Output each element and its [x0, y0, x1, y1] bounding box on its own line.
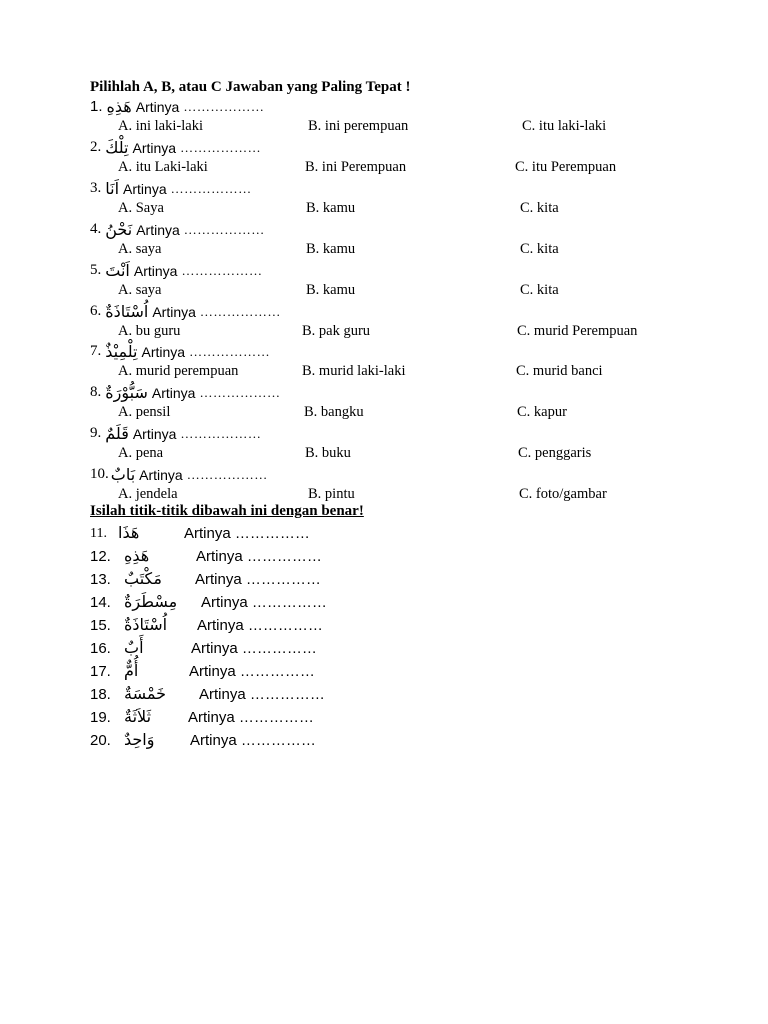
question-2 — [90, 138, 690, 178]
option-a: A. pensil — [118, 404, 171, 420]
artinya-blank: Artinya …………… — [191, 640, 317, 657]
answer-dots: ……………… — [183, 98, 265, 114]
option-a: A. murid perempuan — [118, 363, 239, 379]
question-10 — [90, 465, 690, 505]
fill-in-heading: Isilah titik-titik dibawah ini dengan benar! — [90, 503, 364, 519]
question-number: 5. — [90, 262, 102, 278]
artinya-blank: Artinya …………… — [197, 617, 323, 634]
arabic-word: تِلْكَ — [105, 138, 129, 157]
arabic-word: اَنْتَ — [105, 261, 130, 280]
option-a: A. saya — [118, 241, 162, 257]
arabic-word: خَمْسَةٌ — [124, 684, 166, 703]
answer-dots: ……………… — [199, 303, 281, 319]
arabic-word: اُسْتَاذَةٌ — [124, 615, 168, 634]
artinya-label: Artinya — [136, 221, 180, 238]
question-4 — [90, 220, 690, 260]
artinya-blank: Artinya …………… — [199, 686, 325, 703]
question-number: 3. — [90, 180, 102, 196]
option-b: B. pak guru — [302, 323, 371, 339]
question-9 — [90, 424, 690, 464]
arabic-word: ثَلاَثَةٌ — [124, 707, 152, 726]
arabic-word: قَلَمٌ — [105, 424, 129, 443]
artinya-label: Artinya — [123, 180, 167, 197]
answer-dots: ……………… — [199, 384, 281, 400]
arabic-word: نَحْنُ — [105, 220, 133, 239]
question-number: 7. — [90, 343, 102, 359]
item-number: 20. — [90, 732, 111, 749]
arabic-word: هَذِهِ — [124, 546, 150, 565]
artinya-label: Artinya — [139, 466, 183, 483]
answer-dots: ……………… — [186, 466, 268, 482]
option-c: C. itu Perempuan — [515, 159, 617, 175]
artinya-label: Artinya — [132, 425, 177, 442]
option-a: A. itu Laki-laki — [118, 159, 208, 175]
option-b: B. kamu — [306, 282, 356, 298]
question-number: 1. — [90, 98, 103, 115]
option-b: B. pintu — [308, 486, 355, 502]
arabic-word: مَكْتَبٌ — [124, 569, 162, 588]
option-c: C. kapur — [517, 404, 567, 420]
artinya-blank: Artinya …………… — [201, 594, 327, 611]
arabic-word: أُمٌّ — [124, 661, 139, 680]
artinya-label: Artinya — [151, 384, 196, 401]
question-number: 10. — [90, 466, 109, 482]
artinya-label: Artinya — [135, 98, 180, 115]
option-b: B. ini Perempuan — [305, 159, 407, 175]
question-number: 8. — [90, 384, 102, 400]
arabic-word: هَذَا — [118, 523, 140, 542]
artinya-label: Artinya — [152, 303, 196, 320]
option-b: B. kamu — [306, 200, 356, 216]
option-a: A. ini laki-laki — [118, 118, 203, 134]
artinya-label: Artinya — [141, 343, 186, 360]
item-number: 12. — [90, 548, 111, 565]
question-1 — [90, 97, 690, 137]
item-number: 15. — [90, 617, 111, 634]
arabic-word: أَبٌ — [124, 638, 144, 657]
arabic-word: هَذِهِ — [106, 97, 132, 116]
question-number: 2. — [90, 139, 102, 155]
option-c: C. kita — [520, 200, 559, 216]
arabic-word: وَاحِدٌ — [124, 730, 155, 749]
arabic-word: مِسْطَرَةٌ — [124, 592, 178, 611]
arabic-word: اَنَا — [105, 179, 120, 198]
option-c: C. penggaris — [518, 445, 592, 461]
question-5 — [90, 261, 690, 301]
option-c: C. kita — [520, 241, 559, 257]
artinya-blank: Artinya …………… — [189, 663, 315, 680]
question-number: 9. — [90, 425, 102, 441]
option-c: C. itu laki-laki — [522, 118, 607, 134]
arabic-word: سَبُّوْرَةٌ — [105, 383, 148, 402]
artinya-label: Artinya — [132, 139, 177, 156]
multiple-choice-heading: Pilihlah A, B, atau C Jawaban yang Paling Tepat ! — [90, 79, 411, 95]
option-b: B. ini perempuan — [308, 118, 409, 134]
option-c: C. foto/gambar — [519, 486, 607, 502]
artinya-label: Artinya — [133, 262, 178, 279]
item-number: 19. — [90, 709, 111, 726]
arabic-word: تِلْمِيْذٌ — [105, 342, 138, 361]
artinya-blank: Artinya …………… — [188, 709, 314, 726]
answer-dots: ……………… — [183, 221, 265, 237]
option-c: C. murid banci — [516, 363, 603, 379]
option-b: B. kamu — [306, 241, 356, 257]
item-number: 16. — [90, 640, 111, 657]
option-c: C. murid Perempuan — [517, 323, 638, 339]
answer-dots: ……………… — [180, 139, 262, 155]
question-number: 4. — [90, 221, 102, 237]
item-number: 14. — [90, 594, 111, 611]
answer-dots: ……………… — [181, 262, 263, 278]
artinya-blank: Artinya …………… — [195, 571, 321, 588]
question-3 — [90, 179, 690, 219]
answer-dots: ……………… — [170, 180, 252, 196]
question-7 — [90, 342, 690, 382]
question-8 — [90, 383, 690, 423]
item-number: 11. — [90, 526, 107, 541]
item-number: 17. — [90, 663, 111, 680]
arabic-word: اُسْتَاذَةٌ — [105, 302, 149, 321]
artinya-blank: Artinya …………… — [196, 548, 322, 565]
option-b: B. murid laki-laki — [302, 363, 406, 379]
artinya-blank: Artinya …………… — [184, 525, 310, 542]
option-c: C. kita — [520, 282, 559, 298]
artinya-blank: Artinya …………… — [190, 732, 316, 749]
option-a: A. saya — [118, 282, 162, 298]
question-6 — [90, 302, 690, 342]
option-a: A. jendela — [118, 486, 178, 502]
answer-dots: ……………… — [189, 343, 271, 359]
option-a: A. Saya — [118, 200, 164, 216]
item-number: 18. — [90, 686, 111, 703]
option-a: A. bu guru — [118, 323, 181, 339]
option-b: B. buku — [305, 445, 351, 461]
arabic-word: بَابٌ — [110, 465, 136, 484]
option-b: B. bangku — [304, 404, 364, 420]
item-number: 13. — [90, 571, 111, 588]
question-number: 6. — [90, 303, 102, 319]
option-a: A. pena — [118, 445, 164, 461]
answer-dots: ……………… — [180, 425, 262, 441]
